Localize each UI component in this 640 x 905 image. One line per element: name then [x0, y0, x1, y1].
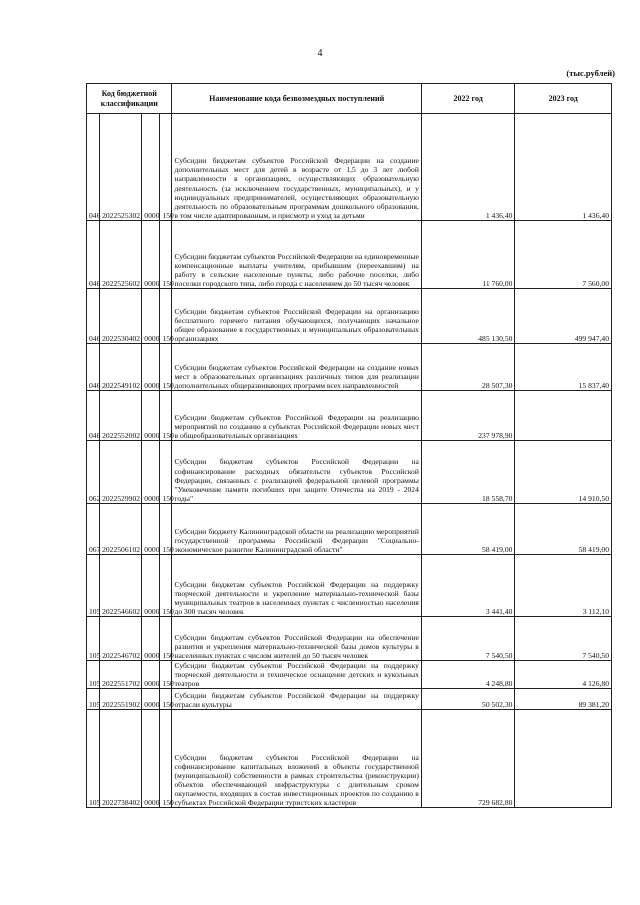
revenue-name-cell: Субсидии бюджетам субъектов Российской Федерации на организацию бесплатного горячего питания обучающихся, получающих начальное общее образование в государственных и муниципальных образовательных организациях: [172, 289, 421, 344]
admin-code-cell: 046: [87, 221, 100, 289]
budget-code-cell: 2022551702: [100, 661, 142, 689]
program-code-cell: 0000: [142, 391, 160, 441]
type-code-cell: 150: [160, 441, 172, 504]
amount-2023-cell: 7 560,00: [515, 221, 612, 289]
program-code-cell: 0000: [142, 689, 160, 710]
page-number: 4: [317, 48, 323, 59]
amount-2023-cell: 499 947,40: [515, 289, 612, 344]
program-code-cell: 0000: [142, 504, 160, 555]
amount-2022-cell: 3 441,40: [421, 555, 515, 617]
admin-code-cell: 105: [87, 710, 100, 808]
budget-code-cell: 2022551902: [100, 689, 142, 710]
revenue-name-cell: Субсидии бюджетам субъектов Российской Федерации на поддержку отрасли культуры: [172, 689, 421, 710]
amount-2022-cell: 18 558,70: [421, 441, 515, 504]
program-code-cell: 0000: [142, 617, 160, 661]
revenue-name-cell: Субсидии бюджетам субъектов Российской Федерации на единовременные компенсационные выплаты учителям, прибывшим (переехавшим) на работу в сельские населенные пункты, либо рабочие поселки, либо поселки городского типа, либо города с населением до 50 тысяч человек: [172, 221, 421, 289]
amount-2023-cell: 7 540,50: [515, 617, 612, 661]
revenue-name-cell: Субсидии бюджетам субъектов Российской Федерации на создание дополнительных мест для детей в возрасте от 1,5 до 3 лет любой направленности в организациях, осуществляющих образовательную деятельность (за исключением государственных, муниципальных), и у индивидуальных предпринимателей, осуществляющих образовательную деятельность по образовательным программам дошкольного образования, в том числе адаптированным, и присмотр и уход за детьми: [172, 114, 421, 221]
amount-2023-cell: 58 419,00: [515, 504, 612, 555]
budget-code-cell: 2022738402: [100, 710, 142, 808]
table-row: [87, 710, 612, 808]
unit-note: (тыс.рублей): [566, 68, 615, 78]
amount-2022-cell: 50 502,30: [421, 689, 515, 710]
type-code-cell: 150: [160, 710, 172, 808]
budget-code-cell: 2022530402: [100, 289, 142, 344]
admin-code-cell: 105: [87, 661, 100, 689]
admin-code-cell: 105: [87, 617, 100, 661]
budget-code-cell: 2022525302: [100, 114, 142, 221]
amount-2022-cell: 28 507,30: [421, 344, 515, 391]
admin-code-cell: 062: [87, 441, 100, 504]
type-code-cell: 150: [160, 555, 172, 617]
admin-code-cell: 105: [87, 555, 100, 617]
amount-2023-cell: [515, 391, 612, 441]
table-row: [87, 441, 612, 504]
table-row: [87, 114, 612, 221]
admin-code-cell: 105: [87, 689, 100, 710]
type-code-cell: 150: [160, 617, 172, 661]
table-body: [87, 114, 612, 808]
amount-2023-cell: 14 910,50: [515, 441, 612, 504]
revenue-name-cell: Субсидии бюджетам субъектов Российской Федерации на обеспечение развития и укрепления материально-технической базы домов культуры в населенных пунктах с числом жителей до 50 тысяч человек: [172, 617, 421, 661]
table-row: [87, 344, 612, 391]
amount-2023-cell: 3 112,10: [515, 555, 612, 617]
budget-code-cell: 2022546602: [100, 555, 142, 617]
table-row: [87, 555, 612, 617]
amount-2022-cell: 7 540,50: [421, 617, 515, 661]
amount-2023-cell: 15 837,40: [515, 344, 612, 391]
admin-code-cell: 046: [87, 391, 100, 441]
revenue-name-cell: Субсидии бюджету Калининградской области на реализацию мероприятий государственной программы Российской Федерации "Социально-экономическое развитие Калининградской области": [172, 504, 421, 555]
program-code-cell: 0000: [142, 114, 160, 221]
revenue-name-cell: Субсидии бюджетам субъектов Российской Федерации на создание новых мест в образовательных организациях различных типов для реализации дополнительных общеразвивающих программ всех направленностей: [172, 344, 421, 391]
amount-2022-cell: 729 682,80: [421, 710, 515, 808]
amount-2023-cell: 89 381,20: [515, 689, 612, 710]
revenue-name-cell: Субсидии бюджетам субъектов Российской Федерации на софинансирование расходных обязательств субъектов Российской Федерации, связанных с реализацией федеральной целевой программы "Увековечение памяти погибших при защите Отечества на 2019 - 2024 годы": [172, 441, 421, 504]
amount-2022-cell: 11 760,00: [421, 221, 515, 289]
budget-table: [86, 83, 612, 808]
type-code-cell: 150: [160, 661, 172, 689]
budget-code-cell: 2022552002: [100, 391, 142, 441]
table-row: [87, 661, 612, 689]
amount-2022-cell: 485 130,50: [421, 289, 515, 344]
amount-2022-cell: 4 248,80: [421, 661, 515, 689]
header-year-2022: 2022 год: [421, 84, 515, 114]
table-row: [87, 689, 612, 710]
type-code-cell: 150: [160, 221, 172, 289]
admin-code-cell: 067: [87, 504, 100, 555]
table-header-row: [87, 84, 612, 114]
program-code-cell: 0000: [142, 710, 160, 808]
header-year-2023: 2023 год: [515, 84, 612, 114]
amount-2023-cell: 1 436,40: [515, 114, 612, 221]
admin-code-cell: 046: [87, 289, 100, 344]
program-code-cell: 0000: [142, 661, 160, 689]
type-code-cell: 150: [160, 391, 172, 441]
revenue-name-cell: Субсидии бюджетам субъектов Российской Федерации на реализацию мероприятий по созданию в субъектах Российской Федерации новых мест в общеобразовательных организациях: [172, 391, 421, 441]
admin-code-cell: 046: [87, 344, 100, 391]
revenue-name-cell: Субсидии бюджетам субъектов Российской Федерации на поддержку творческой деятельности и укрепление материально-технической базы муниципальных театров в населенных пунктах с численностью населения до 300 тысяч человек: [172, 555, 421, 617]
admin-code-cell: 046: [87, 114, 100, 221]
budget-code-cell: 2022525602: [100, 221, 142, 289]
program-code-cell: 0000: [142, 221, 160, 289]
budget-code-cell: 2022549102: [100, 344, 142, 391]
type-code-cell: 150: [160, 504, 172, 555]
header-name: Наименование кода безвозмездных поступлений: [172, 84, 421, 114]
header-code-classification: Код бюджетной классификации: [87, 84, 172, 114]
amount-2023-cell: 4 126,80: [515, 661, 612, 689]
program-code-cell: 0000: [142, 344, 160, 391]
type-code-cell: 150: [160, 344, 172, 391]
revenue-name-cell: Субсидии бюджетам субъектов Российской Федерации на софинансирование капитальных вложений в объекты государственной (муниципальной) собственности в рамках строительства (реконструкции) объектов обеспечивающей инфраструктуры с длительным сроком окупаемости, входящих в состав инвестиционных проектов по созданию в субъектах Российской Федерации туристских кластеров: [172, 710, 421, 808]
program-code-cell: 0000: [142, 441, 160, 504]
type-code-cell: 150: [160, 689, 172, 710]
budget-code-cell: 2022529902: [100, 441, 142, 504]
revenue-name-cell: Субсидии бюджетам субъектов Российской Федерации на поддержку творческой деятельности и техническое оснащение детских и кукольных театров: [172, 661, 421, 689]
program-code-cell: 0000: [142, 555, 160, 617]
amount-2022-cell: 58 419,00: [421, 504, 515, 555]
program-code-cell: 0000: [142, 289, 160, 344]
table-row: [87, 391, 612, 441]
table-row: [87, 289, 612, 344]
table-row: [87, 221, 612, 289]
amount-2023-cell: [515, 710, 612, 808]
budget-code-cell: 2022546702: [100, 617, 142, 661]
amount-2022-cell: 1 436,40: [421, 114, 515, 221]
type-code-cell: 150: [160, 289, 172, 344]
table-row: [87, 617, 612, 661]
amount-2022-cell: 237 978,90: [421, 391, 515, 441]
table-row: [87, 504, 612, 555]
type-code-cell: 150: [160, 114, 172, 221]
budget-code-cell: 2022506102: [100, 504, 142, 555]
